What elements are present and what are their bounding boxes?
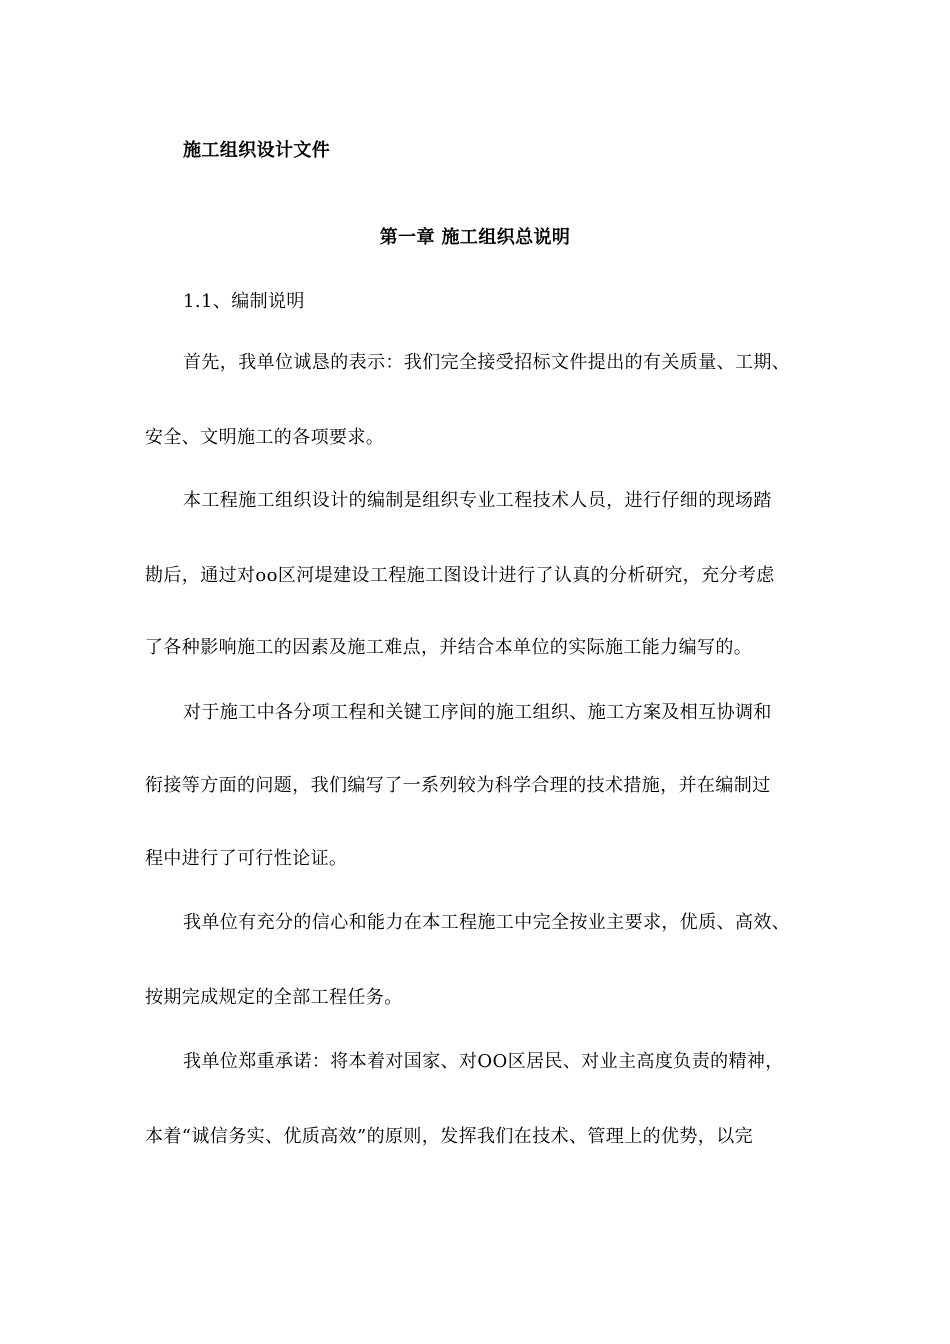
paragraph-line: 对于施工中各分项工程和关键工序间的施工组织、施工方案及相互协调和 (183, 702, 772, 723)
section-heading: 1.1、编制说明 (183, 291, 305, 312)
paragraph-line: 安全、文明施工的各项要求。 (145, 427, 385, 448)
paragraph-line: 按期完成规定的全部工程任务。 (145, 987, 403, 1008)
paragraph-line: 我单位郑重承诺：将本着对国家、对OO区居民、对业主高度负责的精神， (183, 1051, 784, 1072)
paragraph-line: 本工程施工组织设计的编制是组织专业工程技术人员，进行仔细的现场踏 (183, 490, 772, 511)
paragraph-line: 首先，我单位诚恳的表示：我们完全接受招标文件提出的有关质量、工期、 (183, 352, 791, 373)
paragraph-line: 本着“诚信务实、优质高效”的原则，发挥我们在技术、管理上的优势，以完 (145, 1126, 754, 1147)
paragraph-line: 勘后，通过对oo区河堤建设工程施工图设计进行了认真的分析研究，充分考虑 (145, 565, 775, 586)
paragraph-line: 了各种影响施工的因素及施工难点，并结合本单位的实际施工能力编写的。 (145, 637, 753, 658)
paragraph-line: 衔接等方面的问题，我们编写了一系列较为科学合理的技术措施，并在编制过 (145, 775, 771, 796)
paragraph-line: 我单位有充分的信心和能力在本工程施工中完全按业主要求，优质、高效、 (183, 912, 791, 933)
paragraph-line: 程中进行了可行性论证。 (145, 848, 348, 869)
chapter-title: 第一章 施工组织总说明 (379, 227, 571, 248)
document-title: 施工组织设计文件 (183, 140, 331, 161)
